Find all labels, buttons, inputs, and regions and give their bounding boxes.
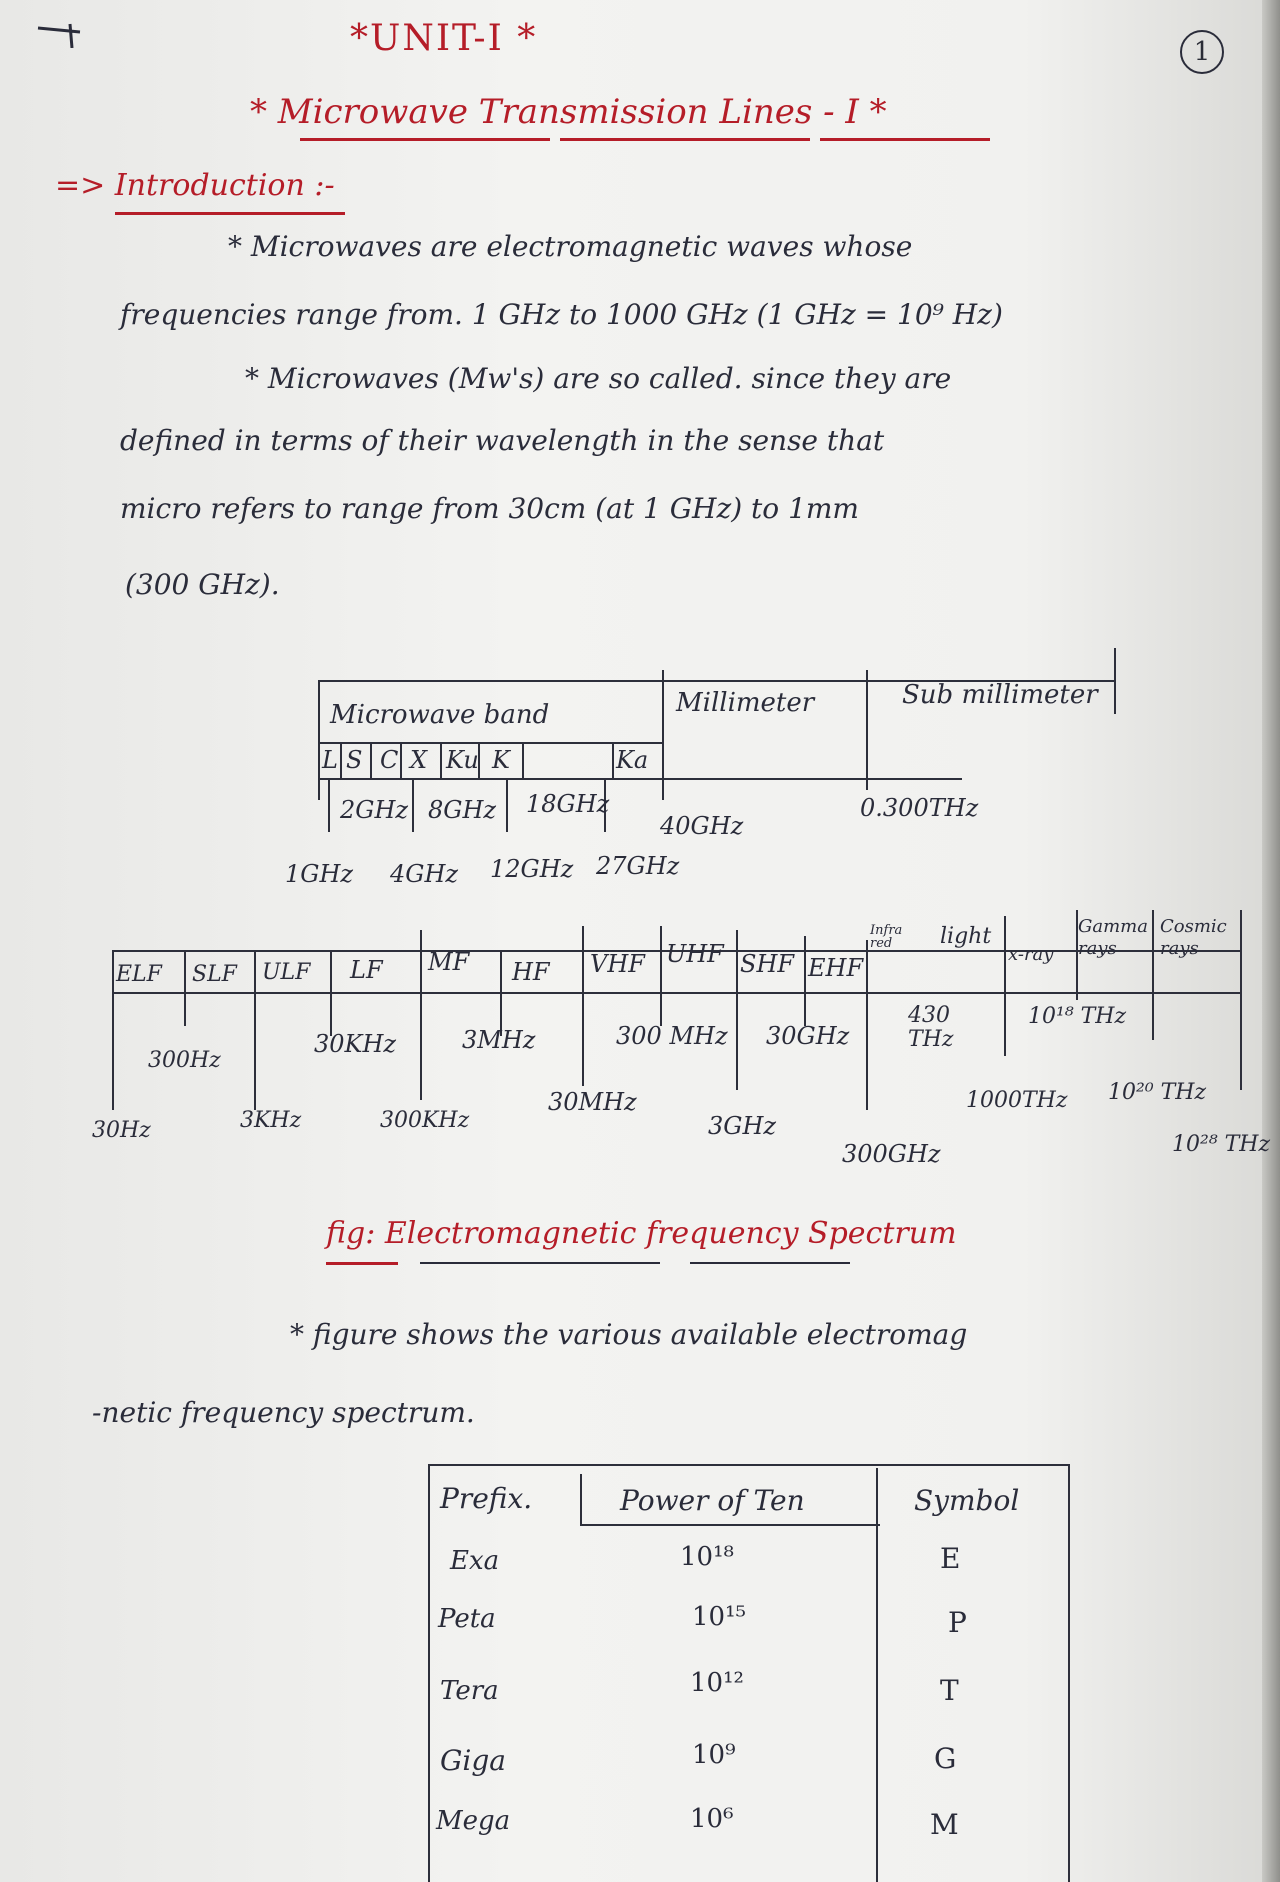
symbol-giga: G xyxy=(934,1742,957,1775)
band-freq-8ghz: 8GHz xyxy=(428,796,497,824)
band-L: L xyxy=(322,746,338,774)
band-Ka: Ka xyxy=(616,746,649,774)
band-table-divider-1 xyxy=(662,670,664,800)
page-edge-shadow xyxy=(1262,0,1280,1882)
intro-p2-line1: * Microwaves (Mw's) are so called. since they are xyxy=(245,362,952,395)
band-freq-40ghz: 40GHz xyxy=(660,812,744,840)
prefix-peta: Peta xyxy=(438,1604,496,1634)
caption-underline-2 xyxy=(420,1262,660,1264)
spectrum-divider xyxy=(582,926,584,1086)
symbol-tera: T xyxy=(940,1674,959,1707)
power-tera: 10¹² xyxy=(690,1668,744,1698)
power-header: Power of Ten xyxy=(620,1484,805,1517)
spectrum-divider xyxy=(1240,910,1242,1090)
band-freq-27ghz: 27GHz xyxy=(596,852,680,880)
band-cell-divider xyxy=(612,742,614,778)
band-freq-12ghz: 12GHz xyxy=(490,855,574,883)
figure-text-line2: -netic frequency spectrum. xyxy=(92,1396,475,1429)
band-freq-0300thz: 0.300THz xyxy=(860,794,979,822)
intro-p2-line4: (300 GHz). xyxy=(125,568,280,601)
symbol-header: Symbol xyxy=(914,1484,1020,1517)
spectrum-freq-300hz: 300Hz xyxy=(148,1048,221,1073)
symbol-mega: M xyxy=(930,1808,959,1841)
figure-caption: fig: Electromagnetic frequency Spectrum xyxy=(326,1216,957,1251)
spectrum-freq-300mhz: 300 MHz xyxy=(616,1022,728,1050)
spectrum-band-light: light xyxy=(940,924,992,949)
band-table-right-border xyxy=(1114,648,1116,714)
spectrum-divider xyxy=(1152,910,1154,1040)
spectrum-divider xyxy=(866,940,868,1110)
spectrum-freq-300ghz: 300GHz xyxy=(842,1140,941,1168)
intro-p1-line2: frequencies range from. 1 GHz to 1000 GHz (1 GHz = 10⁹ Hz) xyxy=(120,298,1003,331)
symbol-exa: E xyxy=(940,1542,961,1575)
page-number: 1 xyxy=(1180,30,1224,74)
spectrum-divider xyxy=(420,930,422,1100)
band-row-line-2 xyxy=(318,778,662,780)
corner-mark-icon xyxy=(30,18,90,48)
intro-underline xyxy=(115,212,345,215)
band-S: S xyxy=(346,746,363,774)
prefix-giga: Giga xyxy=(440,1744,506,1777)
band-freq-1ghz: 1GHz xyxy=(285,860,354,888)
spectrum-divider xyxy=(184,950,186,1026)
spectrum-band-infrared: Infra red xyxy=(870,923,903,951)
prefix-table-right-border xyxy=(1068,1464,1070,1882)
spectrum-freq-30ghz: 30GHz xyxy=(766,1022,850,1050)
spectrum-freq-3khz: 3KHz xyxy=(240,1108,302,1133)
spectrum-band-xray: x-ray xyxy=(1008,944,1054,965)
spectrum-mid-line xyxy=(112,992,1242,994)
spectrum-band-shf: SHF xyxy=(740,950,795,978)
band-cell-divider xyxy=(440,742,442,778)
spectrum-divider xyxy=(1004,916,1006,1056)
spectrum-divider xyxy=(330,950,332,1036)
spectrum-band-hf: HF xyxy=(512,958,550,986)
chapter-subtitle: * Microwave Transmission Lines - I * xyxy=(250,92,887,132)
band-header-submillimeter: Sub millimeter xyxy=(902,680,1098,710)
band-X: X xyxy=(410,746,428,774)
spectrum-band-ulf: ULF xyxy=(262,960,311,985)
power-exa: 10¹⁸ xyxy=(680,1542,734,1572)
caption-underline-3 xyxy=(690,1262,850,1264)
band-cell-divider xyxy=(522,742,524,778)
spectrum-band-cosmic: Cosmic rays xyxy=(1160,916,1227,959)
band-table-left-border xyxy=(318,680,320,800)
band-cell-divider xyxy=(340,742,342,778)
band-freq-2ghz: 2GHz xyxy=(340,796,409,824)
prefix-exa: Exa xyxy=(450,1546,500,1576)
caption-underline-1 xyxy=(326,1262,398,1265)
spectrum-band-vhf: VHF xyxy=(590,950,645,978)
band-tick xyxy=(506,778,508,832)
band-tick xyxy=(412,778,414,832)
spectrum-band-mf: MF xyxy=(428,948,470,976)
band-K: K xyxy=(492,746,510,774)
spectrum-divider xyxy=(254,950,256,1110)
spectrum-band-elf: ELF xyxy=(116,962,162,987)
spectrum-freq-30mhz: 30MHz xyxy=(548,1088,637,1116)
band-row-line-3 xyxy=(662,778,962,780)
intro-p2-line2: defined in terms of their wavelength in the sense that xyxy=(120,424,885,457)
symbol-peta: P xyxy=(948,1606,967,1639)
spectrum-band-lf: LF xyxy=(350,956,383,984)
spectrum-freq-30khz: 30KHz xyxy=(314,1030,397,1058)
power-peta: 10¹⁵ xyxy=(692,1602,746,1632)
intro-heading: => Introduction :- xyxy=(55,168,335,203)
spectrum-divider xyxy=(736,930,738,1090)
spectrum-band-slf: SLF xyxy=(192,962,237,987)
prefix-table-divider-2 xyxy=(876,1468,878,1882)
band-freq-18ghz: 18GHz xyxy=(526,790,610,818)
spectrum-freq-3mhz: 3MHz xyxy=(462,1026,536,1054)
subtitle-underline-2 xyxy=(560,138,810,141)
prefix-mega: Mega xyxy=(436,1806,511,1836)
spectrum-divider xyxy=(660,926,662,1026)
prefix-table-left-border xyxy=(428,1464,430,1882)
band-Ku: Ku xyxy=(446,746,479,774)
band-header-microwave: Microwave band xyxy=(330,700,550,730)
spectrum-freq-3ghz: 3GHz xyxy=(708,1112,777,1140)
spectrum-freq-430thz: 430 THz xyxy=(908,1003,954,1052)
band-C: C xyxy=(380,746,399,774)
spectrum-freq-300khz: 300KHz xyxy=(380,1108,470,1133)
spectrum-band-gamma: Gamma rays xyxy=(1078,916,1148,959)
power-mega: 10⁶ xyxy=(690,1804,734,1834)
spectrum-freq-30hz: 30Hz xyxy=(92,1118,151,1143)
spectrum-freq-1020thz: 10²⁰ THz xyxy=(1108,1080,1207,1105)
intro-p1-line1: * Microwaves are electromagnetic waves whose xyxy=(228,230,913,263)
spectrum-freq-1000thz: 1000THz xyxy=(966,1088,1068,1113)
subtitle-underline-1 xyxy=(300,138,550,141)
band-table-divider-2 xyxy=(866,670,868,790)
spectrum-divider xyxy=(804,936,806,1026)
unit-title: *UNIT-I * xyxy=(350,18,538,59)
spectrum-band-uhf: UHF xyxy=(666,940,724,968)
spectrum-divider xyxy=(112,950,114,1110)
prefix-tera: Tera xyxy=(440,1676,499,1706)
band-freq-4ghz: 4GHz xyxy=(390,860,459,888)
figure-text-line1: * figure shows the various available electromag xyxy=(290,1318,968,1351)
prefix-header: Prefix. xyxy=(440,1482,533,1515)
prefix-header-underline xyxy=(580,1524,880,1526)
subtitle-underline-3 xyxy=(820,138,990,141)
band-cell-divider xyxy=(400,742,402,778)
prefix-table-divider-1 xyxy=(580,1474,582,1524)
spectrum-band-ehf: EHF xyxy=(808,954,864,982)
power-giga: 10⁹ xyxy=(692,1740,736,1770)
spectrum-divider xyxy=(500,950,502,1036)
spectrum-freq-1018thz: 10¹⁸ THz xyxy=(1028,1004,1127,1029)
spectrum-freq-1028thz: 10²⁸ THz xyxy=(1172,1132,1271,1157)
band-cell-divider xyxy=(370,742,372,778)
band-tick xyxy=(328,778,330,832)
prefix-table-top-border xyxy=(428,1464,1068,1466)
band-header-millimeter: Millimeter xyxy=(676,688,815,718)
intro-p2-line3: micro refers to range from 30cm (at 1 GHz) to 1mm xyxy=(120,492,859,525)
